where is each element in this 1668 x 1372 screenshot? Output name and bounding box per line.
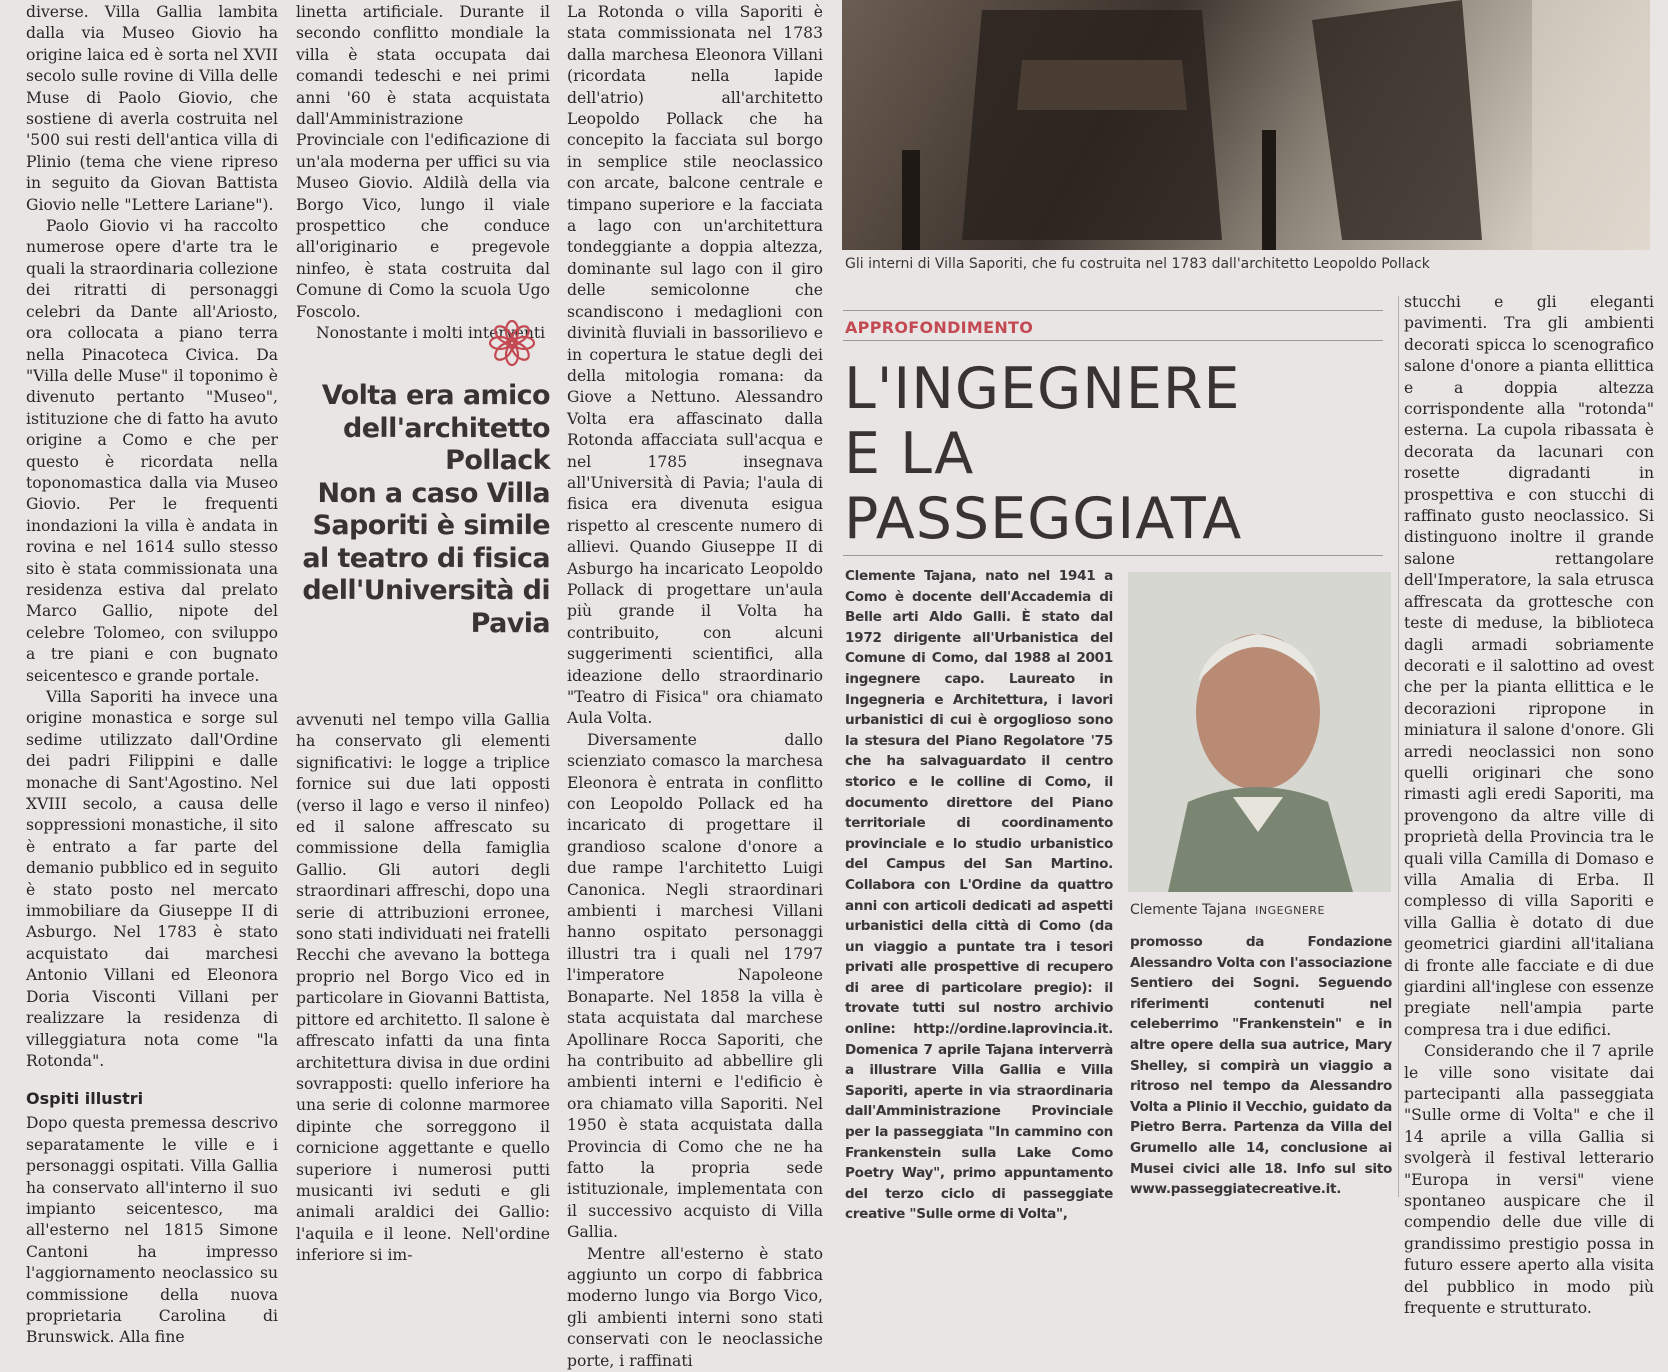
paragraph: Paolo Giovio vi ha raccolto numerose opere d'arte tra le quali la straordinaria collezione dei ritratti di personaggi celebri da Dante all'Ariosto, ora collocata a piano terra nella Pinacoteca Civica. Da "Villa delle Muse" il toponimo è divenuto pertanto "Museo", istituzione che di fatto ha avuto origine a Como e che per questo è ricordata nella toponomastica dalla via Museo Giovio. Per le frequenti inondazioni la villa è andata in rovina e nel 1614 sullo stesso sito è stata commissionata una residenza estiva dal prelato Marco Gallio, nipote del celebre Tolomeo, con sviluppo a tre piani e con bugnato seicentesco e grande portale. (26, 217, 278, 685)
subheading: Ospiti illustri (26, 1089, 144, 1109)
paragraph: diverse. Villa Gallia lambita dalla via Museo Giovio ha origine laica ed è sorta nel XVII secolo sulle rovine di Villa delle Muse di Paolo Giovio, che sostiene di averla costruita nel '500 sui resti dell'antica villa di Plinio (tema che viene ripreso in seguito da Giovan Battista Giovio nelle "Lettere Lariane"). (26, 3, 278, 214)
headline-line: E LA PASSEGGIATA (844, 421, 1243, 552)
paragraph: Considerando che il 7 aprile le ville sono visitate dai partecipanti alla passeggiata "Sulle orme di Volta" e che il 14 aprile a villa Gallia si svolgerà il festival letterario "Europa in versi" viene spontaneo auspicare che il compendio delle due ville di grandissimo prestigio possa in futuro essere aperto alla visita del pubblico in modo più frequente e strutturato. (1404, 1042, 1654, 1318)
paragraph: Nonostante i molti interventi (316, 324, 546, 343)
paragraph: Villa Saporiti ha invece una origine monastica e sorge sul sedime utilizzato dall'Ordine dei padri Filippini e dalle monache di Sant'Agostino. Nel XVIII secolo, a causa delle soppressioni monastiche, il sito è entrato a far parte del demanio pubblico ed in seguito è stato posto nel mercato immobiliare da Giuseppe II di Asburgo. Nel 1783 è stato acquistato dai marchesi Antonio Villani ed Eleonora Doria Visconti Villani per realizzare la residenza di villeggiatura nota come "la Rotonda". (26, 688, 278, 1070)
paragraph: Diversamente dallo scienziato comasco la marchesa Eleonora è entrata in conflitto con Leopoldo Pollack ed ha incaricato di progettare il grandioso scalone d'onore a due rampe l'architetto Luigi Canonica. Negli straordinari ambienti i marchesi Villani hanno ospitato personaggi illustri tra i quali nel 1797 l'imperatore Napoleone Bonaparte. Nel 1858 la villa è stata acquistata dal marchese Apollinare Rocca Saporiti, che ha contribuito ad abbellire gli ambienti interni e l'edificio è ora chiamato villa Saporiti. Nel 1950 è stata acquistata dalla Provincia di Como che ne ha fatto la propria sede istituzionale, implementata con il successivo acquisto di Villa Gallia. (567, 730, 823, 1242)
section-kicker: APPROFONDIMENTO (845, 318, 1034, 337)
headline-line: L'INGEGNERE (844, 356, 1241, 422)
divider (843, 340, 1383, 341)
paragraph: avvenuti nel tempo villa Gallia ha conservato gli elementi significativi: le logge a triplice fornice sui due lati opposti (verso il lago e verso il ninfeo) ed il salone affrescato su commissione della famiglia Gallio. Gli autori degli straordinari affreschi, dopo una serie di attribuzioni erronee, sono stati individuati nei fratelli Recchi che avevano la bottega proprio nel Borgo Vico ed in particolare in Giovanni Battista, pittore ed architetto. Il salone è affrescato infatti da una finta architettura divisa in due ordini sovrapposti: quello inferiore ha una serie di colonne marmoree dipinte che sorreggono il cornicione aggettante e quello superiore i numerosi putti musicanti ivi seduti e gli animali araldici dei Gallio: l'aquila e il leone. Nell'ordine inferiore si im- (296, 711, 550, 1265)
article-column-2 (296, 2, 550, 343)
portrait-role: INGEGNERE (1255, 904, 1325, 917)
pull-quote-line: Non a caso Villa Saporiti è simile al teatro di fisica dell'Università di Pavia (302, 477, 550, 639)
divider (843, 310, 1383, 311)
portrait-photo (1128, 572, 1391, 892)
paragraph: La Rotonda o villa Saporiti è stata commissionata nel 1783 dalla marchesa Eleonora Villani (ricordata nella lapide dell'atrio) all'architetto Leopoldo Pollack che ha concepito la facciata sul borgo in semplice stile neoclassico con arcate, balcone centrale e timpano superiore e la facciata a lago con un'architettura tondeggiante a doppia altezza, dominante sul lago con il giro delle semicolonne che scandiscono i medaglioni con divinità fluviali in bassorilievo e in copertura le statue degli dei della mitologia romana: da Giove a Nettuno. Alessandro Volta era affascinato dalla Rotonda affacciata sull'acqua e nel 1785 insegnava all'Università di Pavia; l'aula di fisica era divenuta esigua rispetto al crescente numero di allievi. Quando Giuseppe II di Asburgo ha incaricato Leopoldo Pollack di progettare un'aula più grande il Volta ha contribuito, con alcuni suggerimenti scientifici, alla ideazione dello straordinario "Teatro di Fisica" ora chiamato Aula Volta. (567, 3, 823, 728)
divider (843, 555, 1383, 556)
article-column-2-continued (296, 710, 550, 1265)
paragraph: Dopo questa premessa descrivo separatamente le ville e i personaggi ospitati. Villa Gallia ha conservato all'interno il suo impianto seicentesco, ma all'esterno nel 1815 Simone Cantoni ha impresso l'aggiornamento neoclassico su commissione della nuova proprietaria Carolina di Brunswick. Alla fine (26, 1114, 278, 1347)
article-column-6 (1404, 292, 1654, 1318)
portrait-caption (1130, 902, 1325, 918)
photo-caption: Gli interni di Villa Saporiti, che fu costruita nel 1783 dall'architetto Leopoldo Pollack (845, 256, 1430, 272)
interior-photo (842, 0, 1650, 250)
article-column-3 (567, 2, 823, 1370)
paragraph: linetta artificiale. Durante il secondo conflitto mondiale la villa è stata occupata dai comandi tedeschi e nei primi anni '60 è stata acquistata dall'Amministrazione Provinciale con l'edificazione di un'ala moderna per uffici su via Museo Giovio. Aldilà della via Borgo Vico, lungo il viale prospettico che conduce all'originario e pregevole ninfeo, è stata costruita dal Comune di Como la scuola Ugo Foscolo. (296, 3, 550, 321)
article-event-text: promosso da Fondazione Alessandro Volta con l'associazione Sentiero dei Sogni. Seguendo riferimenti contenuti nel celeberrimo "Frankenstein" e in altre opere della sua autrice, Mary Shelley, si compirà un viaggio a ritroso nel tempo da Alessandro Volta a Plinio il Vecchio, guidato da Pietro Berra. Partenza da Villa del Grumello alle 14, conclusione ai Musei civici alle 18. Info sul sito www.passeggiatecreative.it. (1130, 934, 1392, 1198)
portrait-name: Clemente Tajana (1130, 902, 1247, 918)
paragraph: stucchi e gli eleganti pavimenti. Tra gli ambienti decorati spicca lo scenografico salone d'onore a pianta ellittica e a doppia altezza corrispondente alla "rotonda" esterna. La cupola ribassata è decorata da lacunari con rosette digradanti in prospettiva e con stucchi di raffinato gusto neoclassico. Si distinguono inoltre il grande salone rettangolare dell'Imperatore, la sala etrusca affrescata da grottesche con teste di meduse, la biblioteca dagli armadi sobriamente decorati e il salottino ad ovest che per la pianta ellittica e le decorazioni ripropone in miniatura il salone d'onore. Gli arredi neoclassici non sono quelli originari che sono rimasti agli eredi Saporiti, ma provengono da altre ville di proprietà della Provincia tra le quali villa Camilla di Domaso e villa Amalia di Erba. Il complesso di villa Saporiti e villa Gallia è dotato di due geometrici giardini all'italiana di fronte alle facciate e di due giardini all'inglese con essenze pregiate nell'ampia parte compresa tra i due edifici. (1404, 293, 1654, 1039)
article-intro-text: Clemente Tajana, nato nel 1941 a Como è docente dell'Accademia di Belle arti Aldo Galli. È stato dal 1972 dirigente all'Urbanistica del Comune di Como, dal 1988 al 2001 ingegnere capo. Laureato in Ingegneria e Architettura, i lavori urbanistici di cui è orgoglioso sono la stesura del Piano Regolatore '75 che ha salvaguardato il centro storico e le colline di Como, il documento direttore del Piano territoriale di coordinamento provinciale e lo studio urbanistico del Campus del San Martino. Collabora con L'Ordine da quattro anni con articoli dedicati ad aspetti urbanistici della città di Como (da un viaggio a puntate tra i tesori privati alle prospettive di recupero di aree di particolare pregio): il trovate tutti sul nostro archivio online: http://ordine.laprovincia.it. Domenica 7 aprile Tajana interverrà a illustrare Villa Gallia e Villa Saporiti, aperte in via straordinaria dall'Amministrazione Provinciale per la passeggiata "In cammino con Frankenstein sulla Lake Como Poetry Way", primo appuntamento del terzo ciclo di passeggiate creative "Sulle orme di Volta", (845, 568, 1113, 1223)
rosette-icon (487, 318, 537, 368)
pull-quote (296, 380, 550, 640)
article-headline (844, 357, 1374, 552)
article-column-1 (26, 2, 278, 1347)
paragraph: Mentre all'esterno è stato aggiunto un corpo di fabbrica moderno lungo via Borgo Vico, gli ambienti interni sono stati conservati con le neoclassiche porte, i raffinati (567, 1244, 823, 1370)
pull-quote-line: Volta era amico dell'architetto Pollack (321, 380, 550, 476)
column-divider (1398, 296, 1399, 1197)
